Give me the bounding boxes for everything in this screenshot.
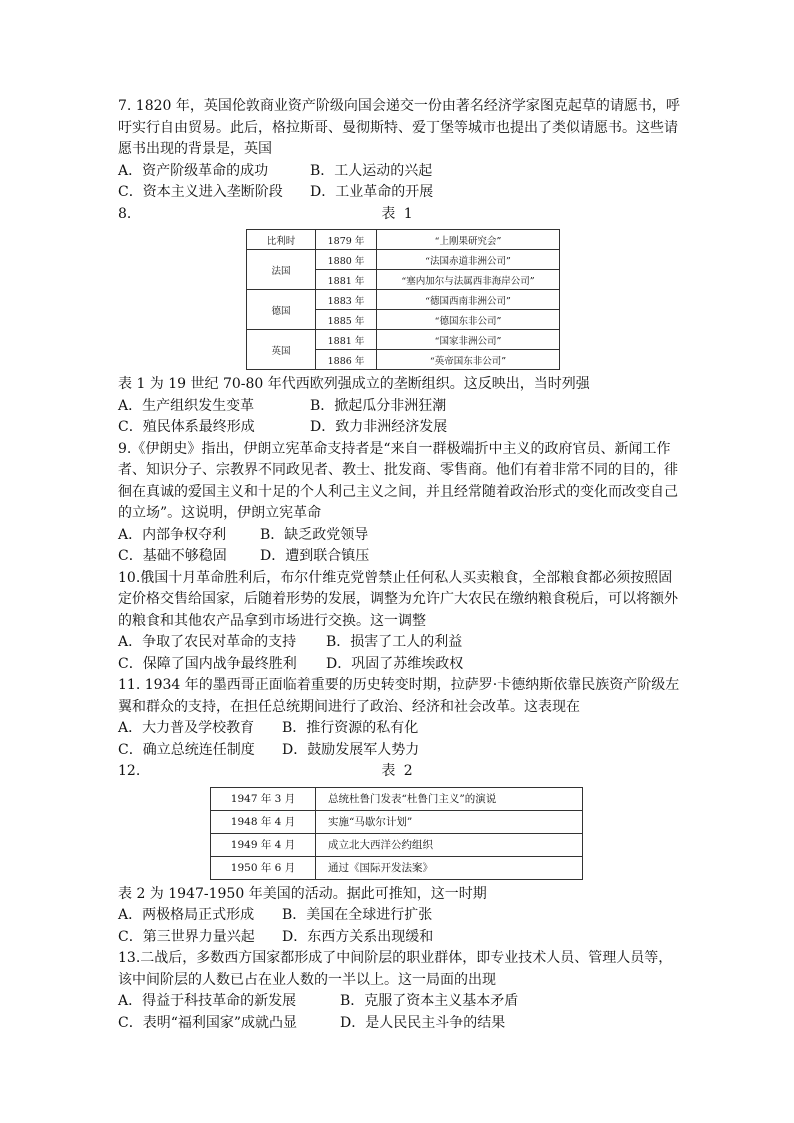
question-13-option-b[interactable]: B．克服了资本主义基本矛盾 xyxy=(340,993,519,1009)
question-7-option-c[interactable]: C．资本主义进入垄断阶段 xyxy=(118,184,283,200)
question-9-option-c[interactable]: C．基础不够稳固 xyxy=(118,548,227,564)
table-cell-event: 通过《国际开发法案》 xyxy=(316,856,583,879)
question-8-options-row xyxy=(118,417,678,439)
question-12-option-d[interactable]: D．东西方关系出现缓和 xyxy=(282,928,434,945)
table-row xyxy=(247,290,560,310)
table-cell-date: 1948 年 4 月 xyxy=(211,810,316,833)
question-10-stem-line: 的粮食和其他农产品拿到市场进行交换。这一调整 xyxy=(118,612,426,629)
table-cell-country: 法国 xyxy=(247,250,316,290)
question-10-options-row xyxy=(118,632,678,654)
table-row xyxy=(211,833,583,856)
table-cell-country: 比利时 xyxy=(247,230,316,250)
question-13-stem-line: 13.二战后，多数西方国家都形成了中间阶层的职业群体，即专业技术人员、管理人员等， xyxy=(118,950,673,966)
question-12-header xyxy=(118,761,678,783)
table-cell-event: 总统杜鲁门发表“杜鲁门主义”的演说 xyxy=(316,787,583,810)
question-9-stem-line: 的立场”。这说明，伊朗立宪革命 xyxy=(118,505,322,521)
table-cell-country: 英国 xyxy=(247,330,316,370)
table-2 xyxy=(210,787,583,880)
question-13-stem-line: 该中间阶层的人数已占在业人数的一半以上。这一局面的出现 xyxy=(118,971,496,988)
question-11-option-a[interactable]: A．大力普及学校教育 xyxy=(118,720,255,736)
table-cell-date: 1947 年 3 月 xyxy=(211,787,316,810)
question-13-options-row xyxy=(118,1013,678,1035)
question-11-stem-line: 翼和群众的支持，在担任总统期间进行了政治、经济和社会改革。这表现在 xyxy=(118,698,580,715)
table-cell-year: 1879 年 xyxy=(316,230,377,250)
question-9-stem-line: 9.《伊朗史》指出，伊朗立宪革命支持者是“来自一群极端折中主义的政府官员、新闻工作 xyxy=(118,440,671,457)
question-11-option-d[interactable]: D．鼓励发展军人势力 xyxy=(282,741,420,758)
question-9-stem-line: 徊在真诚的爱国主义和十足的个人利己主义之间，并且经常随着政治形式的变化而改变自己 xyxy=(118,483,678,500)
question-12-option-a[interactable]: A．两极格局正式形成 xyxy=(118,907,255,923)
question-12-option-b[interactable]: B．美国在全球进行扩张 xyxy=(282,907,433,923)
question-11-option-b[interactable]: B．推行资源的私有化 xyxy=(282,720,419,736)
question-10-option-a[interactable]: A．争取了农民对革命的支持 xyxy=(118,634,297,650)
question-7-option-a[interactable]: A．资产阶级革命的成功 xyxy=(118,162,269,179)
table-cell-country: 德国 xyxy=(247,290,316,330)
table-cell-org: “德国西南非洲公司” xyxy=(377,290,560,310)
question-10-options-row xyxy=(118,654,678,676)
table-cell-date: 1949 年 4 月 xyxy=(211,833,316,856)
question-9-option-d[interactable]: D．遭到联合镇压 xyxy=(260,548,370,564)
table-cell-org: “英帝国东非公司” xyxy=(377,350,560,370)
question-8-option-d[interactable]: D．致力非洲经济发展 xyxy=(310,419,448,435)
question-8-number: 8． xyxy=(118,205,141,222)
table-row xyxy=(211,856,583,879)
question-10-stem-line: 定价格交售给国家，后随着形势的发展，调整为允许广大农民在缴纳粮食税后，可以将额外 xyxy=(118,591,678,607)
table-row xyxy=(211,810,583,833)
question-7-options-row xyxy=(118,182,678,204)
exam-page xyxy=(118,96,678,1034)
question-12-options-row xyxy=(118,927,678,949)
question-12 xyxy=(118,761,678,948)
table-cell-year: 1880 年 xyxy=(316,250,377,270)
question-8-header xyxy=(118,204,678,226)
table-cell-org: “上刚果研究会” xyxy=(377,230,560,250)
table-2-caption: 表 2 xyxy=(381,763,415,779)
table-cell-year: 1881 年 xyxy=(316,270,377,290)
question-8-option-a[interactable]: A．生产组织发生变革 xyxy=(118,397,255,414)
table-cell-year: 1885 年 xyxy=(316,310,377,330)
question-8-option-b[interactable]: B．掀起瓜分非洲狂潮 xyxy=(310,397,447,414)
question-13 xyxy=(118,948,678,1034)
question-9-option-b[interactable]: B．缺乏政党领导 xyxy=(260,526,369,543)
question-7-option-b[interactable]: B．工人运动的兴起 xyxy=(310,162,433,179)
question-10-stem-line: 10.俄国十月革命胜利后，布尔什维克党曾禁止任何私人买卖粮食，全部粮食都必须按照固 xyxy=(118,569,673,586)
table-1-caption: 表 1 xyxy=(381,205,415,222)
question-12-number: 12. xyxy=(118,763,141,779)
question-12-option-c[interactable]: C．第三世界力量兴起 xyxy=(118,928,255,945)
question-11-stem-line: 11. 1934 年的墨西哥正面临着重要的历史转变时期，拉萨罗·卡德纳斯依靠民族资产阶级左 xyxy=(118,677,680,693)
table-cell-year: 1881 年 xyxy=(316,330,377,350)
question-8-stem: 表 1 为 19 世纪 70-80 年代西欧列强成立的垄断组织。这反映出，当时列强 xyxy=(118,376,590,392)
question-7-options-row xyxy=(118,161,678,183)
question-9 xyxy=(118,439,678,568)
question-7 xyxy=(118,96,678,204)
table-1 xyxy=(246,229,560,370)
question-8 xyxy=(118,204,678,439)
question-9-options-row xyxy=(118,546,678,568)
table-cell-org: “国家非洲公司” xyxy=(377,330,560,350)
question-10 xyxy=(118,568,678,676)
question-11-options-row xyxy=(118,718,678,740)
question-9-options-row xyxy=(118,525,678,547)
table-row xyxy=(247,250,560,270)
question-11-options-row xyxy=(118,740,678,762)
question-9-stem-line: 者、知识分子、宗教界不同政见者、教士、批发商、零售商。他们有着非常不同的目的，徘 xyxy=(118,462,678,478)
question-13-options-row xyxy=(118,991,678,1013)
table-cell-year: 1886 年 xyxy=(316,350,377,370)
question-12-options-row xyxy=(118,905,678,927)
question-11 xyxy=(118,675,678,761)
question-13-option-a[interactable]: A．得益于科技革命的新发展 xyxy=(118,993,297,1009)
question-12-stem: 表 2 为 1947-1950 年美国的活动。据此可推知，这一时期 xyxy=(118,885,487,902)
question-10-option-c[interactable]: C．保障了国内战争最终胜利 xyxy=(118,655,297,672)
question-7-option-d[interactable]: D．工业革命的开展 xyxy=(310,184,434,200)
question-10-option-d[interactable]: D．巩固了苏维埃政权 xyxy=(326,655,464,672)
table-cell-org: “德国东非公司” xyxy=(377,310,560,330)
table-cell-event: 实施“马歇尔计划” xyxy=(316,810,583,833)
question-13-option-c[interactable]: C．表明“福利国家”成就凸显 xyxy=(118,1014,298,1031)
table-cell-date: 1950 年 6 月 xyxy=(211,856,316,879)
table-cell-org: “塞内加尔与法属西非海岸公司” xyxy=(377,270,560,290)
question-11-option-c[interactable]: C．确立总统连任制度 xyxy=(118,741,255,758)
question-8-options-row xyxy=(118,396,678,418)
question-8-option-c[interactable]: C．殖民体系最终形成 xyxy=(118,419,255,435)
table-cell-year: 1883 年 xyxy=(316,290,377,310)
question-9-option-a[interactable]: A．内部争权夺利 xyxy=(118,526,227,543)
table-row xyxy=(211,787,583,810)
table-row xyxy=(247,330,560,350)
table-cell-event: 成立北大西洋公约组织 xyxy=(316,833,583,856)
question-13-option-d[interactable]: D．是人民民主斗争的结果 xyxy=(340,1014,506,1031)
table-row xyxy=(247,230,560,250)
question-7-stem-line: 7. 1820 年，英国伦敦商业资产阶级向国会递交一份由著名经济学家图克起草的请愿书，呼 xyxy=(118,98,680,114)
table-cell-org: “法国赤道非洲公司” xyxy=(377,250,560,270)
question-7-stem-line: 愿书出现的背景是，英国 xyxy=(118,141,272,157)
question-7-stem-line: 吁实行自由贸易。此后，格拉斯哥、曼彻斯特、爱丁堡等城市也提出了类似请愿书。这些请 xyxy=(118,119,678,136)
question-10-option-b[interactable]: B．损害了工人的利益 xyxy=(326,634,463,650)
